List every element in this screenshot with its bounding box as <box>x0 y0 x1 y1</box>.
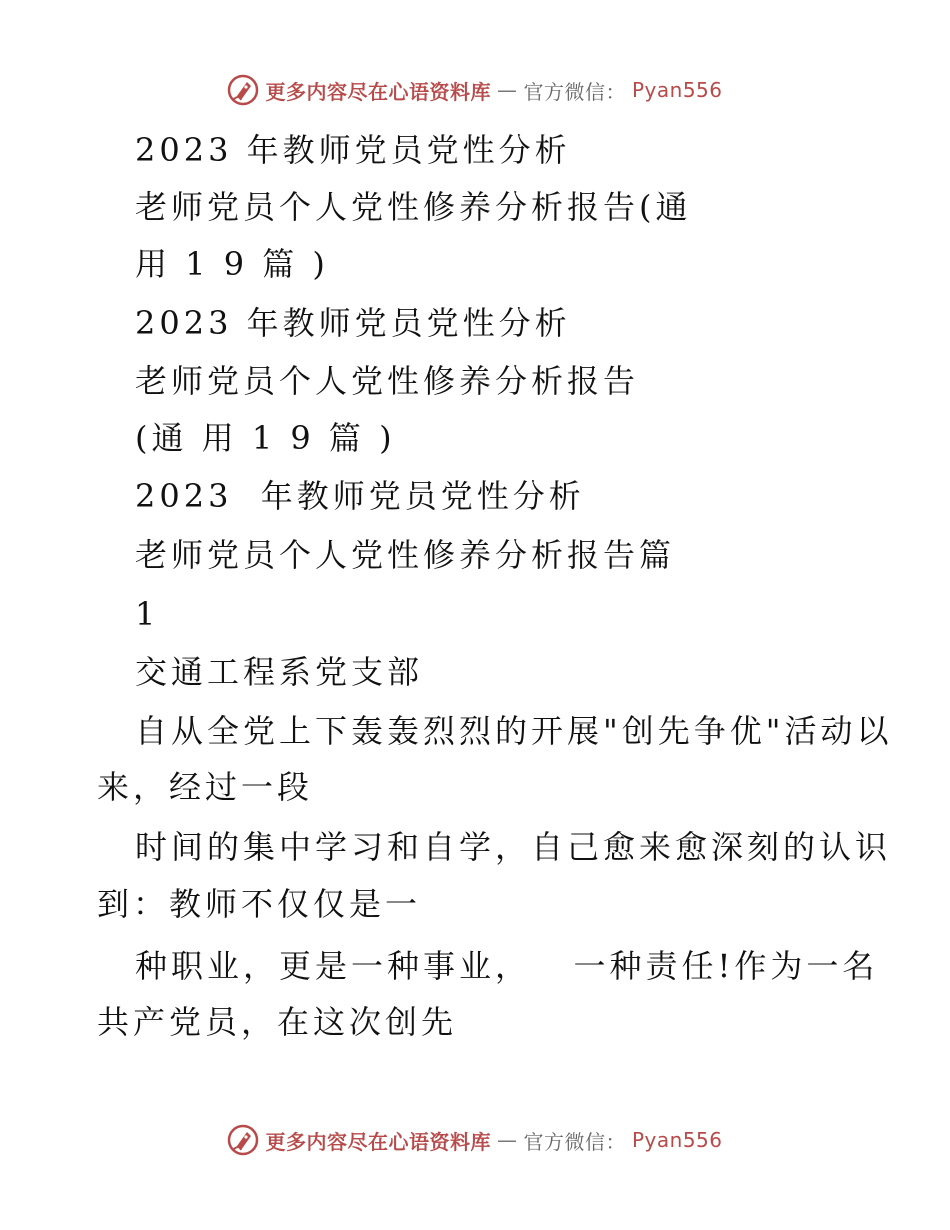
banner-site-text: 更多内容尽在心语资料库 <box>265 1129 491 1154</box>
banner-separator: — <box>496 78 518 102</box>
doc-line: 共产党员，在这次创先 <box>97 1003 458 1041</box>
banner-content <box>227 1124 722 1156</box>
doc-line: 老师党员个人党性修养分析报告篇 <box>135 536 676 574</box>
doc-line: 2023 年教师党员党性分析 <box>135 304 571 342</box>
pen-nib-logo-icon <box>227 1124 259 1156</box>
doc-line: 种职业，更是一种事业， 一种责任!作为一名 <box>135 947 879 985</box>
footer-watermark-banner <box>0 1120 950 1160</box>
doc-line: 交通工程系党支部 <box>135 653 424 691</box>
doc-line: 1 <box>135 595 160 633</box>
banner-content <box>227 74 722 106</box>
doc-line: 到：教师不仅仅是一 <box>97 885 422 923</box>
banner-site-text: 更多内容尽在心语资料库 <box>265 79 491 104</box>
banner-wechat-label: 官方微信： <box>523 1129 626 1154</box>
doc-line: 时间的集中学习和自学，自己愈来愈深刻的认识 <box>135 828 892 866</box>
doc-line: 来，经过一段 <box>97 768 314 806</box>
doc-line: 2023 年教师党员党性分析 <box>135 131 571 169</box>
doc-line: 老师党员个人党性修养分析报告 <box>135 362 640 400</box>
banner-wechat-label: 官方微信： <box>523 79 626 104</box>
banner-wechat-id: Pyan556 <box>631 1128 723 1152</box>
doc-line: (通 用 1 9 篇 ) <box>135 419 396 457</box>
banner-wechat-id: Pyan556 <box>631 78 723 102</box>
pen-nib-logo-icon <box>227 74 259 106</box>
doc-line: 自从全党上下轰轰烈烈的开展"创先争优"活动以 <box>135 712 893 750</box>
banner-separator: — <box>496 1128 518 1152</box>
doc-line: 用 1 9 篇 ) <box>135 245 329 283</box>
header-watermark-banner <box>0 70 950 110</box>
doc-line: 老师党员个人党性修养分析报告(通 <box>135 188 692 226</box>
doc-line: 2023 年教师党员党性分析 <box>135 477 585 515</box>
